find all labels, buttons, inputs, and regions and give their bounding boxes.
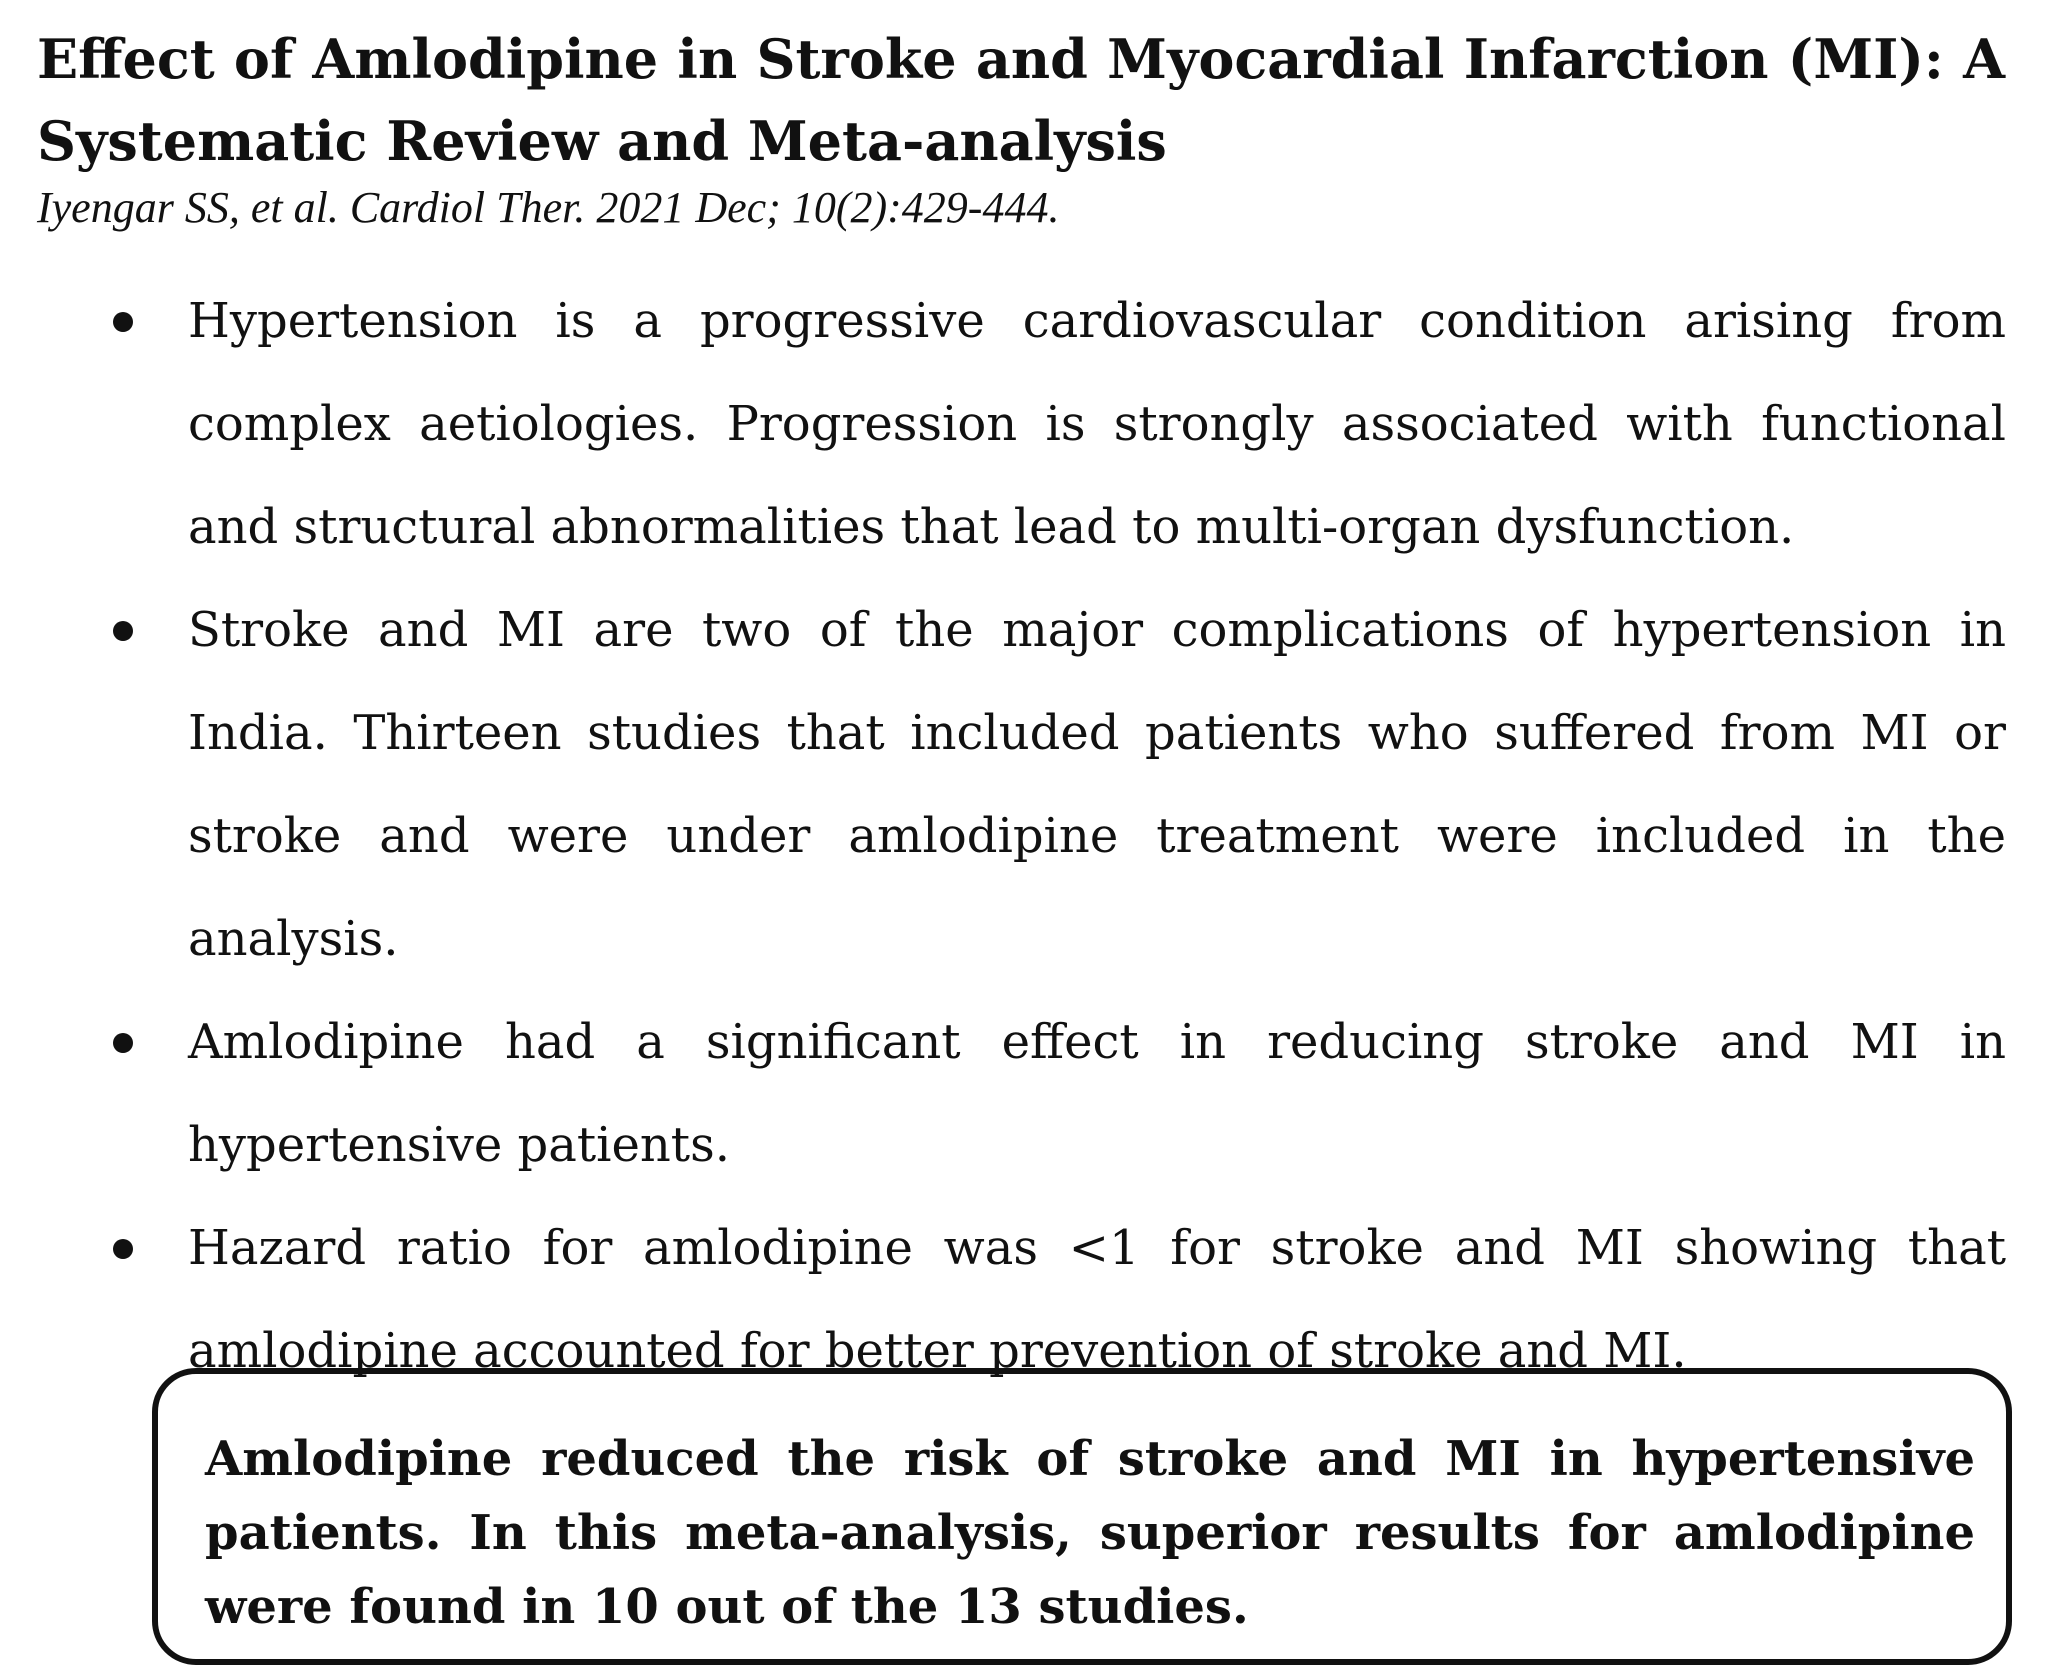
bullet-text: Hypertension is a progressive cardiovascular condition arising from complex aetiologies. Progression is strongly associated with functional and structural abnormalities that lead to multi-organ dysfunction. — [188, 293, 2006, 555]
bullet-marker-icon — [113, 312, 133, 332]
bullet-list — [0, 270, 2065, 1403]
bullet-text: Hazard ratio for amlodipine was <1 for stroke and MI showing that amlodipine accounted for better prevention of stroke and MI. — [188, 1220, 2006, 1379]
bullet-text: Stroke and MI are two of the major complications of hypertension in India. Thirteen studies that included patients who suffered from MI or stroke and were under amlodipine treatment were included in the analysis. — [188, 602, 2006, 967]
bullet-item — [0, 270, 2006, 579]
bullet-text: Amlodipine had a significant effect in reducing stroke and MI in hypertensive patients. — [188, 1014, 2006, 1173]
bullet-item — [0, 579, 2006, 991]
citation: Iyengar SS, et al. Cardiol Ther. 2021 Dec; 10(2):429-444. — [37, 183, 1060, 232]
bullet-marker-icon — [113, 1239, 133, 1259]
document-title: Effect of Amlodipine in Stroke and Myocardial Infarction (MI): A Systematic Review and Meta-analysis — [37, 27, 2005, 173]
summary-text: Amlodipine reduced the risk of stroke and MI in hypertensive patients. In this meta-analysis, superior results for amlodipine were found in 10 out of the 13 studies. — [205, 1431, 1975, 1635]
bullet-marker-icon — [113, 1033, 133, 1053]
bullet-item — [0, 991, 2006, 1197]
bullet-marker-icon — [113, 621, 133, 641]
